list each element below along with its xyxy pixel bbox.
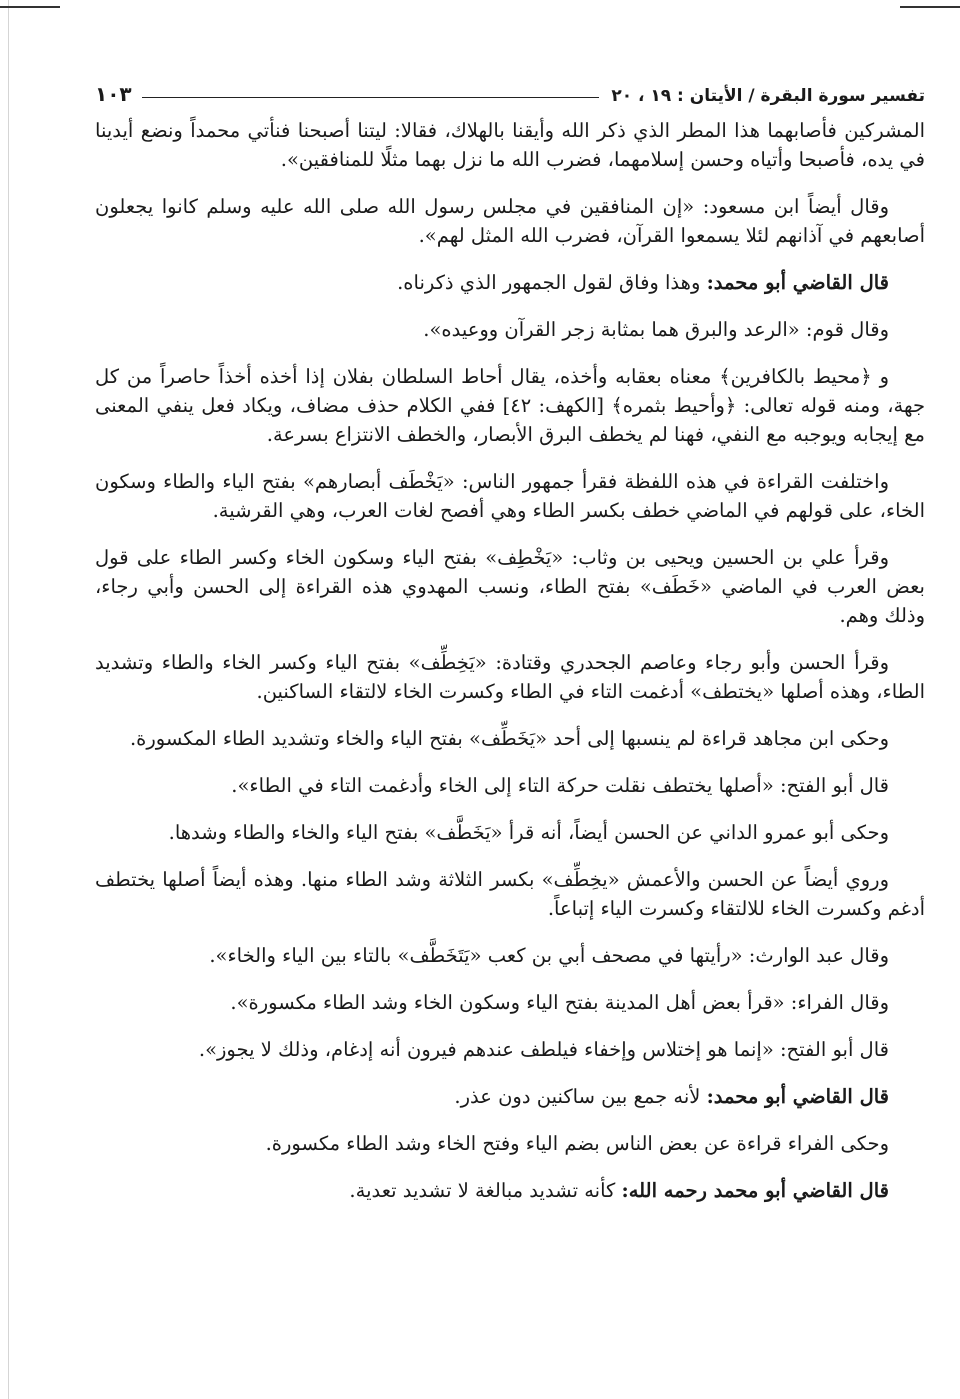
paragraph bbox=[95, 941, 925, 970]
document-page bbox=[95, 70, 925, 1223]
paragraph-text: واختلفت القراءة في هذه اللفظة فقرأ جمهور الناس: «يَخْطَف أبصارهم» بفتح الياء والطاء وسكون الخاء، على قولهم في الماضي خطف بكسر الطاء وهي أفصح لغات العرب، وهي القرشية. bbox=[95, 470, 925, 522]
paragraph-text: قال أبو الفتح: «أصلها يختطف نقلت حركة التاء إلى الخاء وأدغمت التاء في الطاء». bbox=[231, 774, 889, 797]
paragraph bbox=[95, 1035, 925, 1064]
scan-top-mark bbox=[0, 6, 60, 8]
paragraph-lead: قال القاضي أبو محمد رحمه الله: bbox=[621, 1179, 889, 1202]
running-header bbox=[95, 70, 925, 106]
paragraph bbox=[95, 1176, 925, 1205]
paragraph bbox=[95, 315, 925, 344]
paragraph bbox=[95, 192, 925, 250]
paragraph-text: وروي أيضاً عن الحسن والأعمش «يخِطِّف» بكسر الثلاثة وشد الطاء منها. وهذه أيضاً أصلها يختطف أدغم وكسرت الخاء للالتقاء وكسرت الياء إتباعاً. bbox=[95, 868, 925, 920]
paragraph bbox=[95, 1082, 925, 1111]
paragraph bbox=[95, 648, 925, 706]
page-number: ١٠٣ bbox=[95, 82, 132, 106]
paragraph bbox=[95, 724, 925, 753]
paragraph bbox=[95, 865, 925, 923]
paragraph bbox=[95, 543, 925, 630]
paragraph bbox=[95, 771, 925, 800]
paragraph-text: وحكى الفراء قراءة عن بعض الناس بضم الياء وفتح الخاء وشد الطاء مكسورة. bbox=[265, 1132, 889, 1155]
paragraph bbox=[95, 268, 925, 297]
paragraph-continuation bbox=[95, 116, 925, 174]
paragraph bbox=[95, 988, 925, 1017]
paragraph-text: المشركين فأصابهما هذا المطر الذي ذكر الله وأيقنا بالهلاك، فقالا: ليتنا أصبحنا فنأتي محمداً ونضع أيدينا في يده، فأصبحا وأتياه وحسن إسلامهما، فضرب الله ما نزل بهما مثلًا للمنافقين». bbox=[95, 119, 925, 171]
scan-top-mark bbox=[900, 6, 960, 8]
header-title: تفسير سورة البقرة / الأيتان : ١٩ ، ٢٠ bbox=[611, 86, 925, 106]
paragraph bbox=[95, 1129, 925, 1158]
paragraph bbox=[95, 467, 925, 525]
document-body bbox=[95, 116, 925, 1205]
scan-border-line bbox=[8, 0, 9, 1399]
paragraph-text: وقال عبد الوارث: «رأيتها في مصحف أبي بن كعب «يَتَخَطَّف» بالتاء بين الياء والخاء». bbox=[209, 944, 889, 967]
paragraph-lead: قال القاضي أبو محمد: bbox=[706, 271, 889, 294]
paragraph-text: وقرأ الحسن وأبو رجاء وعاصم الجحدري وقتادة: «يَخِطِّف» بفتح الياء وكسر الخاء والطاء وتشديد الطاء، وهذه أصلها «يختطف» أدغمت التاء في الطاء وكسرت الخاء لالتقاء الساكنين. bbox=[95, 651, 925, 703]
paragraph-text: و ﴿محيط بالكافرين﴾ معناه بعقابه وأخذه، يقال أحاط السلطان بفلان إذا أخذه أخذاً حاصراً من كل جهة، ومنه قوله تعالى: ﴿وأحيط بثمره﴾ [الكهف: ٤٢] ففي الكلام حذف مضاف، ويكاد فعل ينفي المعنى مع إيجابه ويوجبه مع النفي، فهنا لم يخطف البرق الأبصار، والخطف الانتزاع بسرعة. bbox=[95, 365, 926, 446]
paragraph-text: وهذا وفاق لقول الجمهور الذي ذكرناه. bbox=[397, 271, 707, 294]
paragraph-text: وحكى ابن مجاهد قراءة لم ينسبها إلى أحد «يَخَطِّف» بفتح الياء والخاء وتشديد الطاء المكسورة. bbox=[129, 727, 889, 750]
paragraph-text: وقرأ علي بن الحسين ويحيى بن وثاب: «يَخْطِف» بفتح الياء وسكون الخاء وكسر الطاء على قول بعض العرب في الماضي «خَطَف» بفتح الطاء، ونسب المهدوي هذه القراءة إلى الحسن وأبي رجاء، وذلك وهم. bbox=[95, 546, 925, 627]
paragraph-text: وقال قوم: «الرعد والبرق هما بمثابة زجر القرآن ووعيده». bbox=[423, 318, 889, 341]
paragraph-text: كأنه تشديد مبالغة لا تشديد تعدية. bbox=[349, 1179, 622, 1202]
paragraph bbox=[95, 362, 925, 449]
paragraph bbox=[95, 818, 925, 847]
paragraph-text: وقال الفراء: «قرأ بعض أهل المدينة بفتح الياء وسكون الخاء وشد الطاء مكسورة». bbox=[230, 991, 889, 1014]
paragraph-text: وحكى أبو عمرو الداني عن الحسن أيضاً، أنه قرأ «يَخَطَّف» بفتح الياء والخاء والطاء وشدها. bbox=[168, 821, 889, 844]
paragraph-text: لأنه جمع بين ساكنين دون عذر. bbox=[454, 1085, 707, 1108]
paragraph-text: قال أبو الفتح: «إنما هو إختلاس وإخفاء فيلطف عندهم فيرون أنه إدغام، وذلك لا يجوز». bbox=[198, 1038, 889, 1061]
paragraph-text: وقال أيضاً ابن مسعود: «إن المنافقين في مجلس رسول الله صلى الله عليه وسلم كانوا يجعلون أصابعهم في آذانهم لئلا يسمعوا القرآن، فضرب الله المثل لهم». bbox=[95, 195, 925, 247]
paragraph-lead: قال القاضي أبو محمد: bbox=[706, 1085, 889, 1108]
header-rule bbox=[142, 97, 600, 98]
